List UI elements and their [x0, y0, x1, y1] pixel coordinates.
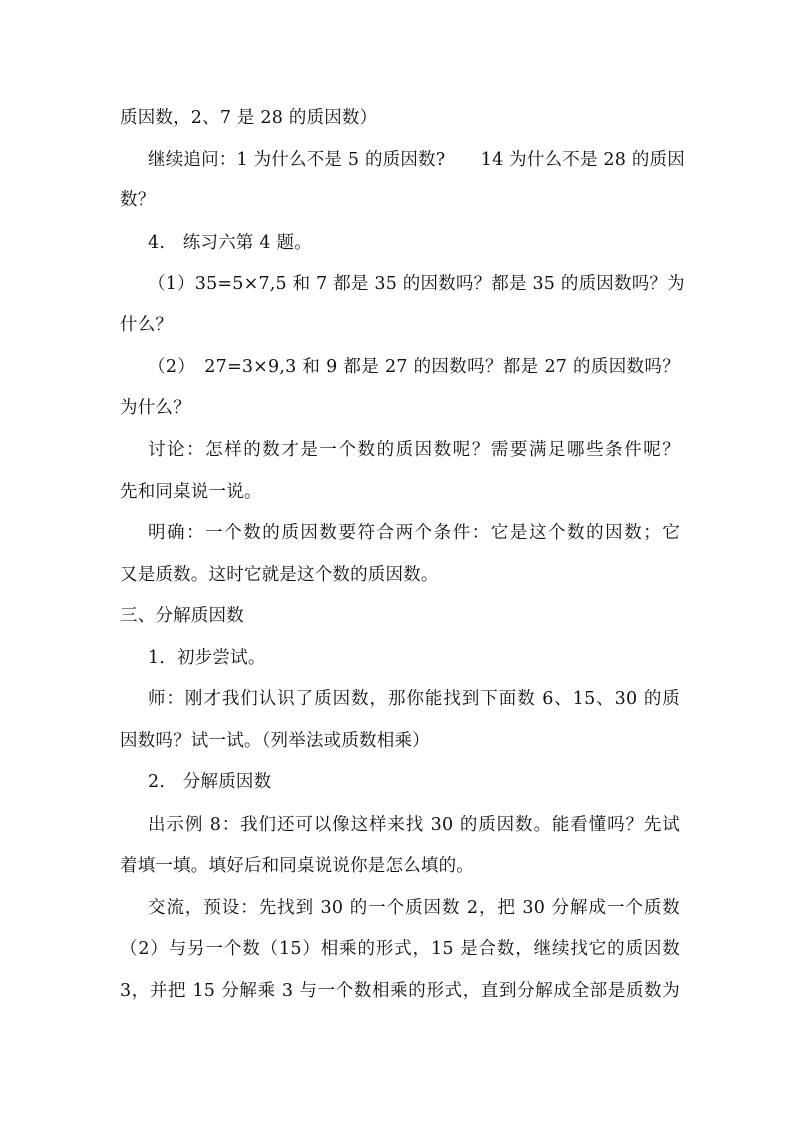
text-line: 3，并把 15 分解乘 3 与一个数相乘的形式，直到分解成全部是质数为 [120, 981, 680, 1001]
text-line: 着填一填。填好后和同桌说说你是怎么填的。 [120, 856, 474, 876]
text-line: 继续追问：1 为什么不是 5 的质因数? 14 为什么不是 28 的质因 [148, 150, 685, 170]
text-line: （2）与另一个数（15）相乘的形式，15 是合数，继续找它的质因数 [120, 939, 680, 959]
text-line: 交流，预设：先找到 30 的一个质因数 2，把 30 分解成一个质数 [148, 898, 680, 918]
text-line: 明确：一个数的质因数要符合两个条件：它是这个数的因数；它 [148, 523, 680, 543]
text-line: 又是质数。这时它就是这个数的质因数。 [120, 565, 439, 585]
text-line: 因数吗？试一试。（列举法或质数相乘） [120, 731, 430, 751]
text-line: 为什么？ [120, 398, 191, 418]
text-line: 先和同桌说一说。 [120, 482, 262, 502]
text-line: 什么？ [120, 315, 174, 335]
text-line: 1．初步尝试。 [148, 648, 266, 668]
text-line: 讨论：怎样的数才是一个数的质因数呢？需要满足哪些条件呢？ [148, 440, 680, 460]
text-line: （1）35=5×7,5 和 7 都是 35 的因数吗？都是 35 的质因数吗？为 [148, 274, 685, 294]
text-line: 质因数，2、7 是 28 的质因数） [120, 108, 378, 128]
text-line: 2. 分解质因数 [148, 772, 272, 792]
text-line: 师：刚才我们认识了质因数，那你能找到下面数 6、15、30 的质 [148, 689, 680, 709]
text-line: （2） 27=3×9,3 和 9 都是 27 的因数吗？都是 27 的质因数吗？ [148, 357, 680, 377]
text-line: 4. 练习六第 4 题。 [148, 233, 312, 253]
section-heading: 三、分解质因数 [120, 606, 244, 626]
text-line: 数？ [120, 190, 156, 210]
text-line: 出示例 8：我们还可以像这样来找 30 的质因数。能看懂吗？先试 [148, 815, 680, 835]
